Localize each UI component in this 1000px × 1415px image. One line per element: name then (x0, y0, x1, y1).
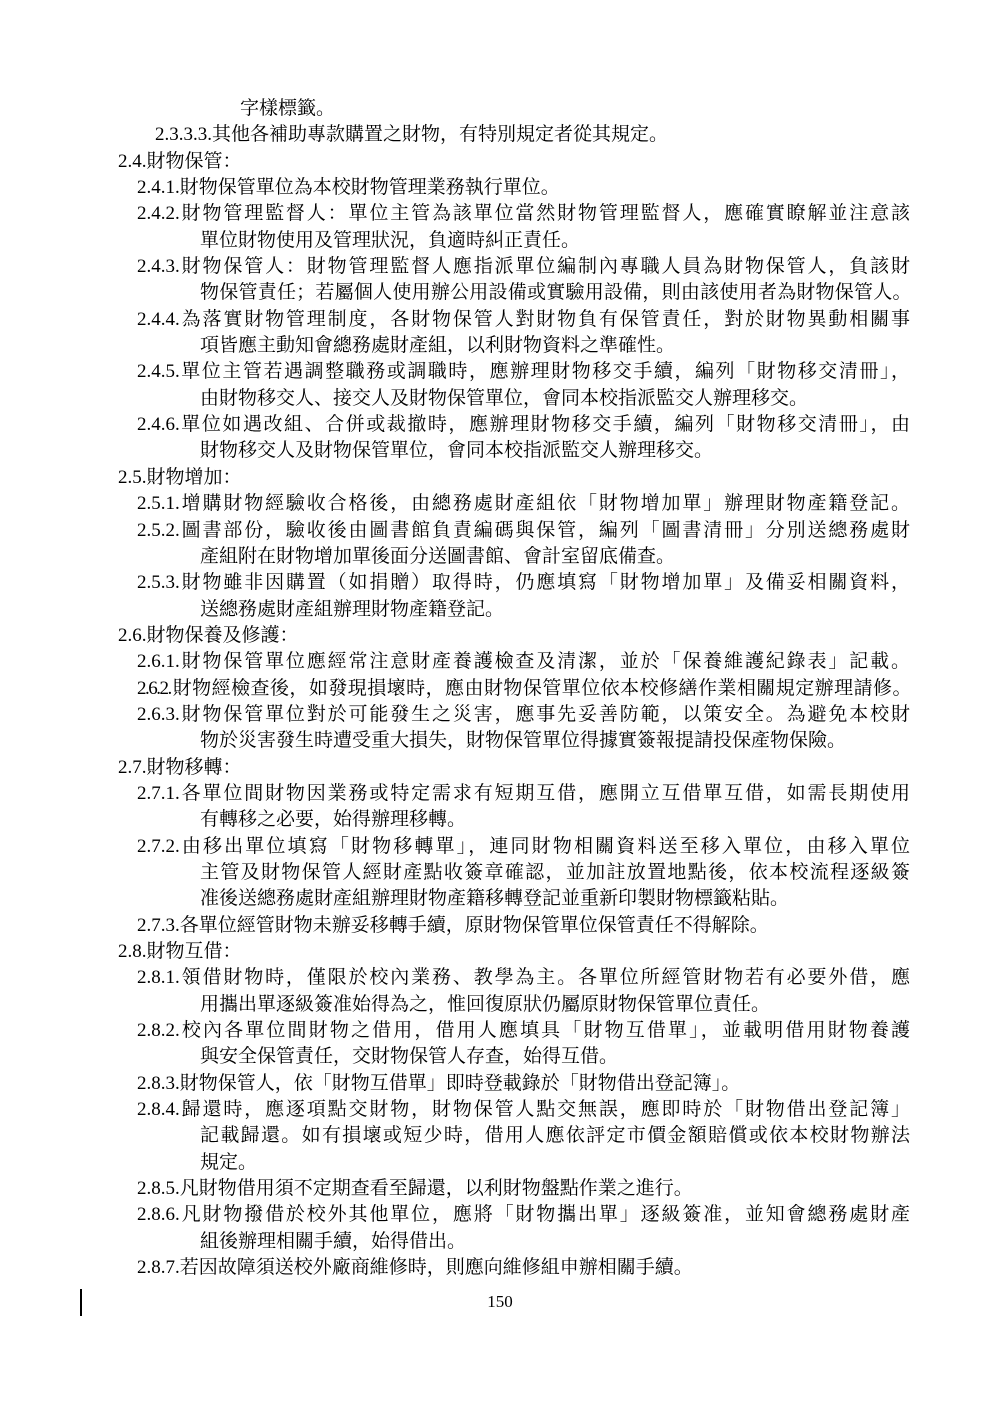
text-line: 2.4.6.單位如遇改組、合併或裁撤時，應辦理財物移交手續，編列「財物移交清冊」，由 (137, 414, 910, 436)
text-line: 2.5.3.財物雖非因購置（如捐贈）取得時，仍應填寫「財物增加單」及備妥相關資料， (137, 572, 910, 594)
text-line: 有轉移之必要，始得辦理移轉。 (200, 809, 467, 831)
text-line: 2.5.2.圖書部份，驗收後由圖書館負責編碼與保管，編列「圖書清冊」分別送總務處財 (137, 519, 910, 541)
text-line: 由財物移交人、接交人及財物保管單位，會同本校指派監交人辦理移交。 (200, 387, 809, 409)
text-line: 記載歸還。如有損壞或短少時，借用人應依評定市價金額賠償或依本校財物辦法 (200, 1125, 910, 1147)
text-line: 單位財物使用及管理狀況，負適時糾正責任。 (200, 229, 581, 251)
text-line: 准後送總務處財產組辦理財物產籍移轉登記並重新印製財物標籤粘貼。 (200, 888, 790, 910)
text-line: 2.8.5.凡財物借用須不定期查看至歸還，以利財物盤點作業之進行。 (137, 1178, 693, 1200)
text-line: 2.8.4.歸還時，應逐項點交財物，財物保管人點交無誤，應即時於「財物借出登記簿」 (137, 1099, 910, 1121)
text-line: 產組附在財物增加單後面分送圖書館、會計室留底備查。 (200, 545, 676, 567)
text-line: 2.5.財物增加： (118, 466, 242, 488)
document-body (0, 96, 1000, 1281)
text-line: 2.8.1.領借財物時，僅限於校內業務、教學為主。各單位所經管財物若有必要外借，應 (137, 967, 910, 989)
text-line: 物保管責任；若屬個人使用辦公用設備或實驗用設備，則由該使用者為財物保管人。 (200, 282, 910, 304)
text-line: 2.3.3.3.其他各補助專款購置之財物，有特別規定者從其規定。 (155, 124, 669, 146)
text-line: 2.4.5.單位主管若遇調整職務或調職時，應辦理財物移交手續，編列「財物移交清冊」， (137, 361, 910, 383)
text-line: 字樣標籤。 (240, 98, 336, 119)
text-line: 2.7.2.由移出單位填寫「財物移轉單」，連同財物相關資料送至移入單位，由移入單位 (137, 835, 910, 857)
text-line: 2.8.6.凡財物撥借於校外其他單位，應將「財物攜出單」逐級簽准，並知會總務處財產 (137, 1204, 910, 1226)
text-line: 2.7.財物移轉： (118, 756, 242, 778)
text-line: 2.6.財物保養及修護： (118, 624, 299, 646)
text-line: 2.4.4.為落實財物管理制度，各財物保管人對財物負有保管責任，對於財物異動相關事 (137, 308, 910, 330)
text-line: 物於災害發生時遭受重大損失，財物保管單位得據實簽報提請投保產物保險。 (200, 730, 847, 752)
text-line: 2.8.財物互借： (118, 941, 242, 962)
text-line: 規定。 (200, 1151, 258, 1173)
text-line: 2.8.2.校內各單位間財物之借用，借用人應填具「財物互借單」，並載明借用財物養護 (137, 1020, 910, 1042)
text-line: 用攜出單逐級簽准始得為之，惟回復原狀仍屬原財物保管單位責任。 (200, 993, 771, 1015)
text-line: 項皆應主動知會總務處財產組，以利財物資料之準確性。 (200, 335, 676, 357)
page-number: 150 (487, 1292, 513, 1311)
text-line: 2.4.1.財物保管單位為本校財物管理業務執行單位。 (137, 177, 560, 199)
text-line: 與安全保管責任，交財物保管人存查，始得互借。 (200, 1046, 619, 1068)
text-line: 2.6.1.財物保管單位應經常注意財產養護檢查及清潔，並於「保養維護紀錄表」記載。 (137, 651, 910, 673)
text-line: 2.5.1.增購財物經驗收合格後，由總務處財產組依「財物增加單」辦理財物產籍登記。 (137, 493, 910, 515)
text-line: 2.8.3.財物保管人，依「財物互借單」即時登載錄於「財物借出登記簿」。 (137, 1072, 741, 1094)
text-line: 財物移交人及財物保管單位，會同本校指派監交人辦理移交。 (200, 440, 714, 462)
text-line: 2.4.財物保管： (118, 150, 242, 172)
text-line: 2.6.2.財物經檢查後，如發現損壞時，應由財物保管單位依本校修繕作業相關規定辦理請修。 (137, 677, 910, 699)
text-line: 組後辦理相關手續，始得借出。 (200, 1230, 467, 1252)
text-line: 2.4.2.財物管理監督人：單位主管為該單位當然財物管理監督人，應確實瞭解並注意該 (137, 203, 910, 225)
text-line: 2.4.3.財物保管人：財物管理監督人應指派單位編制內專職人員為財物保管人，負該財 (137, 256, 910, 278)
text-line: 主管及財物保管人經財產點收簽章確認，並加註放置地點後，依本校流程逐級簽 (200, 861, 910, 883)
text-line: 2.7.1.各單位間財物因業務或特定需求有短期互借，應開立互借單互借，如需長期使用 (137, 782, 910, 804)
text-line: 2.8.7.若因故障須送校外廠商維修時，則應向維修組申辦相關手續。 (137, 1257, 693, 1279)
text-line: 2.7.3.各單位經管財物未辦妥移轉手續，原財物保管單位保管責任不得解除。 (137, 914, 769, 936)
text-line: 2.6.3.財物保管單位對於可能發生之災害，應事先妥善防範，以策安全。為避免本校財 (137, 703, 910, 725)
text-line: 送總務處財產組辦理財物產籍登記。 (200, 598, 505, 620)
